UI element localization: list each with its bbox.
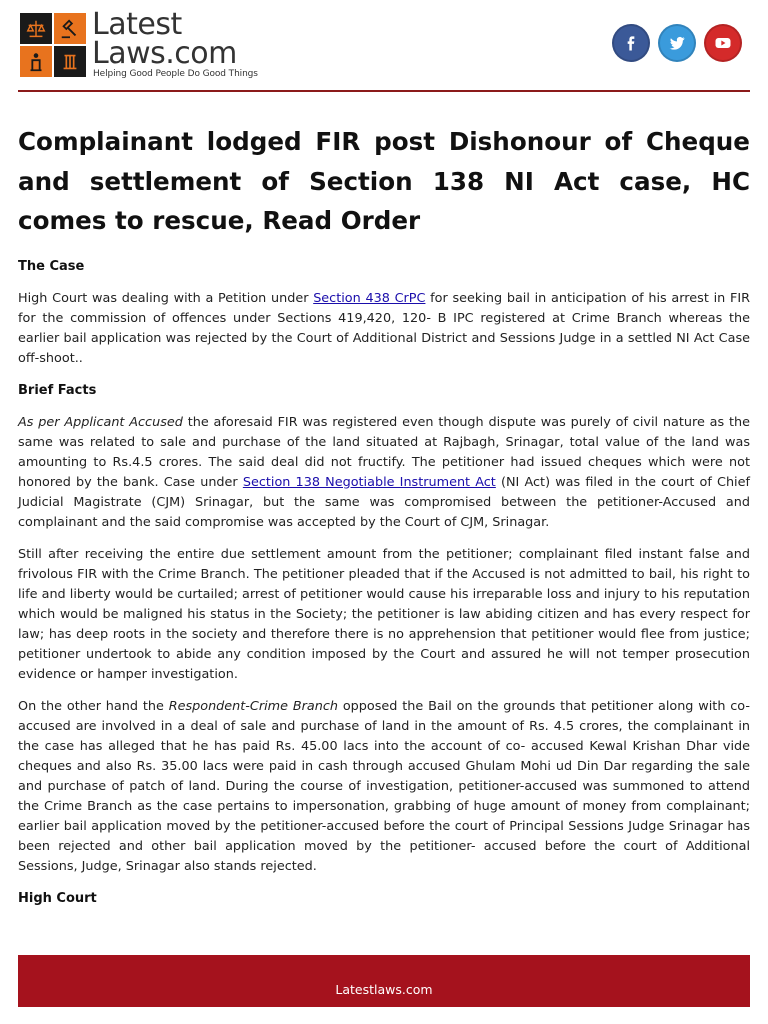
youtube-icon[interactable] — [704, 24, 742, 62]
social-links — [612, 24, 742, 62]
logo-text-laws: Laws.com — [92, 36, 237, 71]
link-section-138-ni-act[interactable]: Section 138 Negotiable Instrument Act — [242, 474, 496, 490]
italic-text: Respondent-Crime Branch — [168, 698, 338, 714]
site-logo[interactable] — [18, 7, 278, 80]
facebook-icon[interactable] — [612, 24, 650, 62]
paragraph-text: On the other hand the — [18, 698, 169, 714]
paragraph-text: High Court was dealing with a Petition under — [18, 290, 314, 306]
logo-emblem — [20, 13, 86, 77]
article-title: Complainant lodged FIR post Dishonour of Cheque and settlement of Section 138 NI Act case, HC comes to rescue, Read Order — [18, 127, 750, 235]
paragraph-respondent — [18, 697, 750, 877]
gavel-icon — [54, 13, 86, 44]
paragraph-petitioner-plea: Still after receiving the entire due settlement amount from the petitioner; complainant filed instant false and frivolous FIR with the Crime Branch. The petitioner pleaded that if the Accused is not admitted to bail, his right to life and liberty would be curtailed; arrest of petitioner would cause his irreparable loss and injury to his reputation which would be maligned his status in the Society; the petitioner is law abiding citizen and has every respect for law; has deep roots in the society and therefore there is no apprehension that petitioner would flee from justice; petitioner undertook to abide any condition imposed by the Court and assured he will not temper prosecution evidence or hamper investigation. — [18, 546, 750, 682]
paragraph-facts — [18, 413, 750, 533]
scales-icon — [20, 13, 52, 44]
pillar-icon — [54, 46, 86, 77]
footer-link[interactable]: Latestlaws.com — [335, 982, 433, 997]
logo-text-latest: Latest — [92, 7, 182, 42]
italic-text: As per Applicant Accused — [18, 414, 183, 430]
paragraph-text: for seeking bail in anticipation of his arrest in FIR for the commission of offences under Sections 419,420, 120- B IPC registered at Crime Branch whereas the earlier bail application was rejected by the Court of Additional District and Sessions Judge in a settled NI Act Case off-shoot.. — [18, 290, 750, 366]
twitter-icon[interactable] — [658, 24, 696, 62]
link-section-438-crpc[interactable]: Section 438 CrPC — [313, 290, 426, 306]
article-body — [18, 122, 750, 921]
figure-icon — [20, 46, 52, 77]
logo-tagline: Helping Good People Do Good Things — [93, 69, 258, 79]
paragraph-case — [18, 289, 750, 369]
header-divider — [18, 90, 750, 92]
paragraph-text: the aforesaid FIR was registered even though dispute was purely of civil nature as the same was related to sale and purchase of the land situated at Rajbagh, Srinagar, total value of the land was amounting to Rs.4.5 crores. The said deal did not fructify. The petitioner had issued cheques which were not honored by the bank. Case under — [18, 414, 750, 490]
footer-banner — [18, 955, 750, 1007]
section-heading-case: The Case — [18, 258, 85, 274]
paragraph-text: opposed the Bail on the grounds that petitioner along with co-accused are involved in a deal of sale and purchase of land in the amount of Rs. 4.5 crores, the complainant in the case has alleged that he has paid Rs. 45.00 lacs into the account of co- accused Kewal Krishan Dhar vide cheques and also Rs. 35.00 lacs were paid in cash through accused Ghulam Mohi ud Din Dar regarding the sale and purchase of patch of land. During the course of investigation, petitioner-accused was summoned to attend the Crime Branch as the case pertains to impersonation, grabbing of huge amount of money from complainant; earlier bail application moved by the petitioner-accused before the court of Principal Sessions Judge Srinagar has been rejected and other bail application moved by the petitioner- accused before the court of Additional Sessions, Judge, Srinagar also stands rejected. — [18, 698, 750, 874]
section-heading-court: High Court — [18, 890, 97, 906]
section-heading-facts: Brief Facts — [18, 382, 97, 398]
site-header — [18, 7, 750, 90]
paragraph-text: (NI Act) was filed in the court of Chief Judicial Magistrate (CJM) Srinagar, but the same was compromised between the petitioner-Accused and complainant and the said compromise was accepted by the Court of CJM, Srinagar. — [18, 474, 750, 530]
